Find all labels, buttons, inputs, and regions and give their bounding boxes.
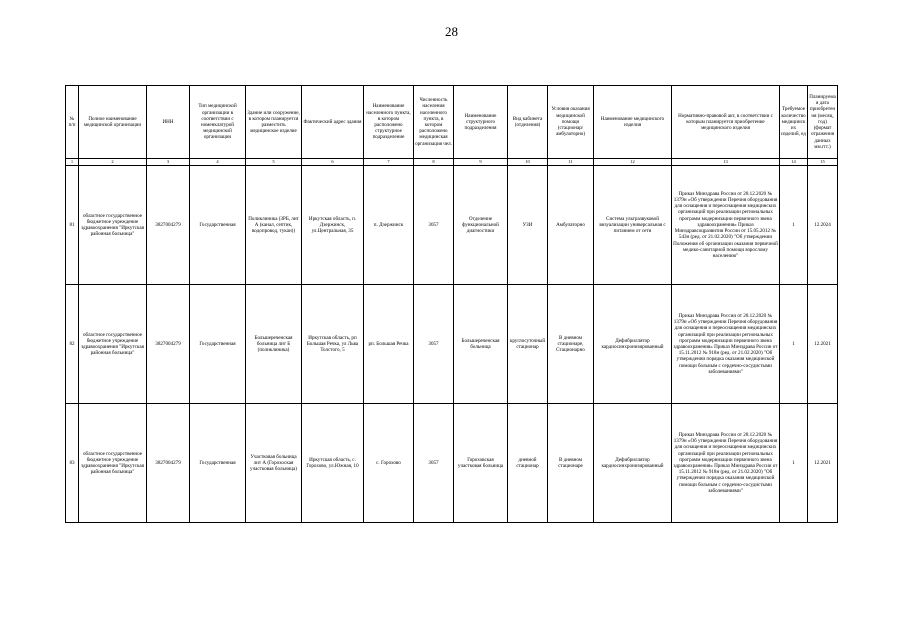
quantity: 1 xyxy=(780,166,808,285)
settlement: п. Дзержинск xyxy=(364,166,414,285)
row-number: 83 xyxy=(66,404,79,523)
column-header: № п/п xyxy=(66,86,79,159)
column-header: ИНН xyxy=(147,86,190,159)
equipment-table xyxy=(65,85,838,523)
address: Иркутская область, п. Дзержинск, ул.Центральная, 35 xyxy=(302,166,364,285)
settlement: с. Горохово xyxy=(364,404,414,523)
planned-date: 12.2021 xyxy=(808,285,838,404)
column-number: 9 xyxy=(454,159,508,166)
quantity: 1 xyxy=(780,285,808,404)
device-name: Дефибриллятор кардиосинхронизированный xyxy=(594,404,672,523)
cabinet-type: дневной стационар xyxy=(508,404,548,523)
row-number: 82 xyxy=(66,285,79,404)
column-header: Нормативно-правовой акт, в соответствии с которым планируется приобретение медицинского изделия xyxy=(672,86,780,159)
building: Поликлиника (ЗРБ, лит А (канал, септик, водопровод, тукан)) xyxy=(246,166,302,285)
population: 3057 xyxy=(414,404,454,523)
device-name: Система ультразвуковой визуализации универсальная с питанием от сети xyxy=(594,166,672,285)
cabinet-type: круглосуточный стационар xyxy=(508,285,548,404)
table-row xyxy=(66,404,838,523)
inn-value: 3827004279 xyxy=(147,285,190,404)
table-row xyxy=(66,285,838,404)
population: 3057 xyxy=(414,166,454,285)
population: 3057 xyxy=(414,285,454,404)
row-number: 81 xyxy=(66,166,79,285)
column-number: 6 xyxy=(302,159,364,166)
inn-value: 3827004279 xyxy=(147,404,190,523)
column-number: 12 xyxy=(594,159,672,166)
address: Иркутская область, рп Большая Речка, ул Льва Толстого, 5 xyxy=(302,285,364,404)
structural-unit: Гороховская участковая больница xyxy=(454,404,508,523)
care-conditions: Амбулаторно xyxy=(548,166,594,285)
column-number: 2 xyxy=(79,159,147,166)
legal-act: Приказ Минздрава России от 28.12.2020 № 1379н «Об утверждении Перечня оборудования для оснащения и переоснащения медицинских организаций при реализации региональных программ модернизации первичного звена здравоохранения» Приказ Минздрава России от 15.11.2012 № 918н (ред. от 21.02.2020) "Об утверждении порядка оказания медицинской помощи больным с сердечно-сосудистыми заболеваниями" xyxy=(672,285,780,404)
care-conditions: В дневном стационаре xyxy=(548,404,594,523)
column-number: 1 xyxy=(66,159,79,166)
organization-name: областное государственное бюджетное учреждение здравоохранения "Иркутская районная больница" xyxy=(79,285,147,404)
column-header: Планируемая дата приобретения (месяц, год) (формат отражения данных мм.ггг.) xyxy=(808,86,838,159)
legal-act: Приказ Минздрава России от 28.12.2020 № 1379н «Об утверждении Перечня оборудования для оснащения и переоснащения медицинских организаций при реализации региональных программ модернизации первичного звена здравоохранения» Приказ Минздравсоцразвития России от 15.05.2012 № 543н (ред. от 21.02.2020) "Об утверждении Положения об организации оказания первичной медико-санитарной помощи взрослому населению" xyxy=(672,166,780,285)
column-header: Численность населения населенного пункта, в котором расположено медицинская организация чел. xyxy=(414,86,454,159)
organization-name: областное государственное бюджетное учреждение здравоохранения "Иркутская районная больница" xyxy=(79,404,147,523)
column-header: Требуемое количество медицинских изделий, ед xyxy=(780,86,808,159)
column-header: Наименование структурного подразделения xyxy=(454,86,508,159)
column-header: Условия оказания медицинской помощи (стационар/амбулаторно) xyxy=(548,86,594,159)
column-header: Наименование медицинского изделия xyxy=(594,86,672,159)
column-number: 13 xyxy=(672,159,780,166)
inn-value: 3827004279 xyxy=(147,166,190,285)
column-number: 8 xyxy=(414,159,454,166)
table-header-row xyxy=(66,86,838,159)
column-header: Тип медицинской организации в соответствии с номенклатурой медицинской организации xyxy=(190,86,246,159)
column-header: Вид кабинета (отделения) xyxy=(508,86,548,159)
address: Иркутская область, с. Горохово, ул.Южная, 10 xyxy=(302,404,364,523)
cabinet-type: УЗИ xyxy=(508,166,548,285)
table-row xyxy=(66,166,838,285)
structural-unit: Отделение функциональной диагностики xyxy=(454,166,508,285)
page-number: 28 xyxy=(445,24,458,39)
organization-type: Государственная xyxy=(190,166,246,285)
organization-type: Государственная xyxy=(190,404,246,523)
column-number: 5 xyxy=(246,159,302,166)
column-number: 4 xyxy=(190,159,246,166)
settlement: рп. Большая Речка xyxy=(364,285,414,404)
column-number: 7 xyxy=(364,159,414,166)
building: Большереченская больница лит Б (поликлиника) xyxy=(246,285,302,404)
column-number: 3 xyxy=(147,159,190,166)
building: Участковая больница лит А (Горохоская участковая больница) xyxy=(246,404,302,523)
column-number-row xyxy=(66,159,838,166)
quantity: 1 xyxy=(780,404,808,523)
column-header: Полное наименование медицинской организации xyxy=(79,86,147,159)
column-header: Здание или сооружение, в котором планируется разместить медицинское изделие xyxy=(246,86,302,159)
structural-unit: Большереченская больница xyxy=(454,285,508,404)
column-header: Наименование населенного пункта, в котором расположено структурное подразделение xyxy=(364,86,414,159)
planned-date: 12.2024 xyxy=(808,166,838,285)
organization-type: Государственная xyxy=(190,285,246,404)
planned-date: 12.2021 xyxy=(808,404,838,523)
legal-act: Приказ Минздрава России от 28.12.2020 № 1379н «Об утверждении Перечня оборудования для оснащения и переоснащения медицинских организаций при реализации региональных программ модернизации первичного звена здравоохранения» Приказ Минздрава России от 15.11.2012 № 918н (ред. от 21.02.2020) "Об утверждении порядка оказания медицинской помощи больным с сердечно-сосудистыми заболеваниями" xyxy=(672,404,780,523)
care-conditions: В дневном стационаре, Стационарно xyxy=(548,285,594,404)
column-number: 15 xyxy=(808,159,838,166)
column-number: 14 xyxy=(780,159,808,166)
organization-name: областное государственное бюджетное учреждение здравоохранения "Иркутская районная больница" xyxy=(79,166,147,285)
device-name: Дефибриллятор кардиосинхронизированный xyxy=(594,285,672,404)
column-header: Фактический адрес здания xyxy=(302,86,364,159)
column-number: 11 xyxy=(548,159,594,166)
column-number: 10 xyxy=(508,159,548,166)
